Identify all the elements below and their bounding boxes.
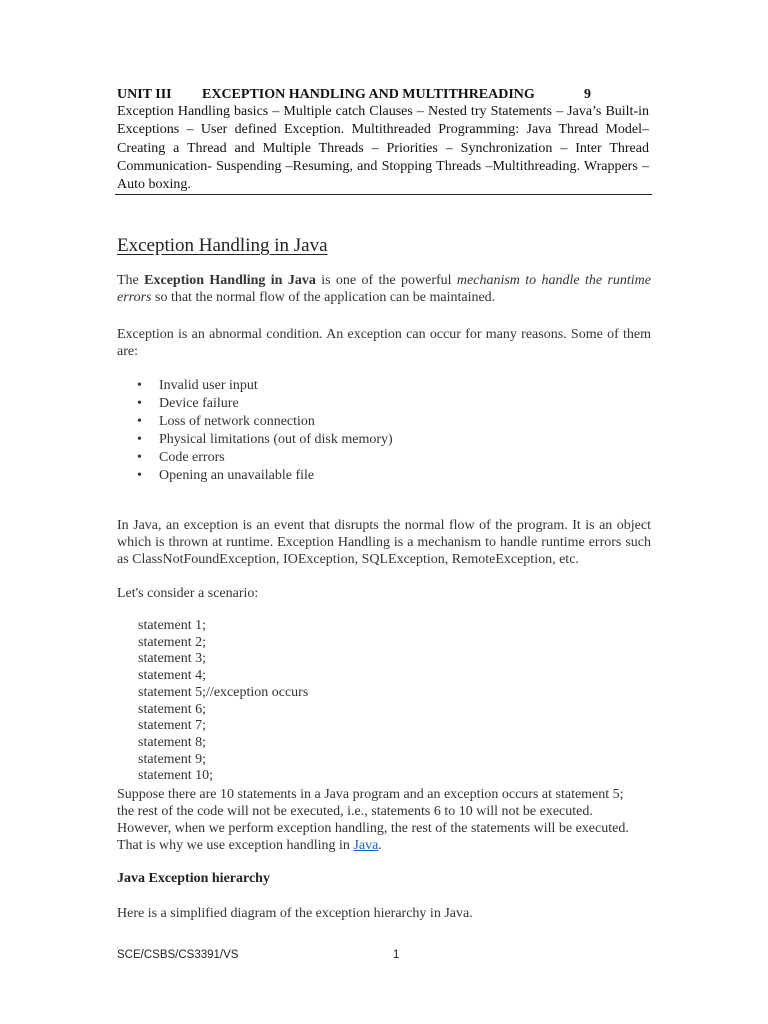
explanation-period: . [378,838,382,853]
list-item [137,377,393,395]
bullet-icon: • [137,449,142,465]
unit-hours: 9 [584,87,591,102]
statement-line: statement 6; [138,701,207,717]
list-item-text: Physical limitations (out of disk memory) [159,431,393,447]
explanation-line [117,837,651,854]
statement-listing [138,618,308,785]
footer-course-code: SCE/CSBS/CS3391/VS [117,949,239,961]
intro-text-3: so that the normal flow of the application can be maintained. [151,290,496,305]
statement-line: statement 3; [138,651,207,667]
unit-label: UNIT III [117,87,172,102]
hierarchy-text: Here is a simplified diagram of the exception hierarchy in Java. [117,906,473,921]
list-item-text: Device failure [159,395,239,411]
list-item-text: Invalid user input [159,378,258,393]
explanation-line: However, when we perform exception handling, the rest of the statements will be executed. [117,821,629,836]
header-divider [115,194,652,195]
section-heading: Exception Handling in Java [117,235,328,256]
hierarchy-heading: Java Exception hierarchy [117,871,270,886]
statement-line: statement 1; [138,618,207,633]
statement-line: statement 8; [138,734,207,750]
list-item [137,449,393,467]
bullet-icon: • [137,431,142,447]
java-link[interactable]: Java [353,838,379,853]
intro-bold-term: Exception Handling in Java [144,273,316,288]
reasons-list [137,377,393,484]
explanation-text: That is why we use exception handling in [117,838,354,853]
bullet-icon: • [137,467,142,483]
intro-text-2: is one of the powerful [315,273,457,288]
unit-title: EXCEPTION HANDLING AND MULTITHREADING [202,87,535,102]
list-item-text: Code errors [159,449,225,465]
list-item-text: Opening an unavailable file [159,467,315,483]
statement-line: statement 7; [138,718,207,734]
statement-line: statement 9; [138,751,207,767]
explanation-line: the rest of the code will not be executed, i.e., statements 6 to 10 will not be executed. [117,804,593,819]
list-item [137,467,393,485]
list-item-text: Loss of network connection [159,413,315,429]
statement-line: statement 4; [138,668,207,684]
intro-italic-phrase: mechanism to handle the runtime errors [117,273,652,305]
list-item [137,395,393,413]
bullet-icon: • [137,413,142,429]
reasons-intro: Exception is an abnormal condition. An exception can occur for many reasons. Some of them are: [117,327,651,359]
bullet-icon: • [137,395,142,411]
bullet-icon: • [137,378,142,393]
syllabus-text: Exception Handling basics – Multiple catch Clauses – Nested try Statements – Java’s Built-in Exceptions – User defined Exception. Multithreaded Programming: Java Thread Model–Creating a Thread and Multiple Threads – Priorities – Synchronization – Inter Thread Communication- Suspending –Resuming, and Stopping Threads –Multithreading. Wrappers – Auto boxing. [117,104,649,193]
intro-paragraph [117,272,651,306]
page-number: 1 [393,949,400,961]
list-item [137,431,393,449]
intro-text-1: The [117,273,145,288]
statement-line: statement 2; [138,634,207,650]
definition-paragraph: In Java, an exception is an event that disrupts the normal flow of the program. It is an object which is thrown at runtime. Exception Handling is a mechanism to handle runtime errors such as ClassNotFoundException, IOException, SQLException, RemoteException, etc. [117,518,651,567]
statement-line: statement 5;//exception occurs [138,684,309,700]
explanation-line: Suppose there are 10 statements in a Java program and an exception occurs at statement 5; [117,787,624,802]
scenario-intro: Let's consider a scenario: [117,586,259,601]
list-item [137,413,393,431]
statement-line: statement 10; [138,768,214,784]
explanation-paragraph [117,786,651,854]
